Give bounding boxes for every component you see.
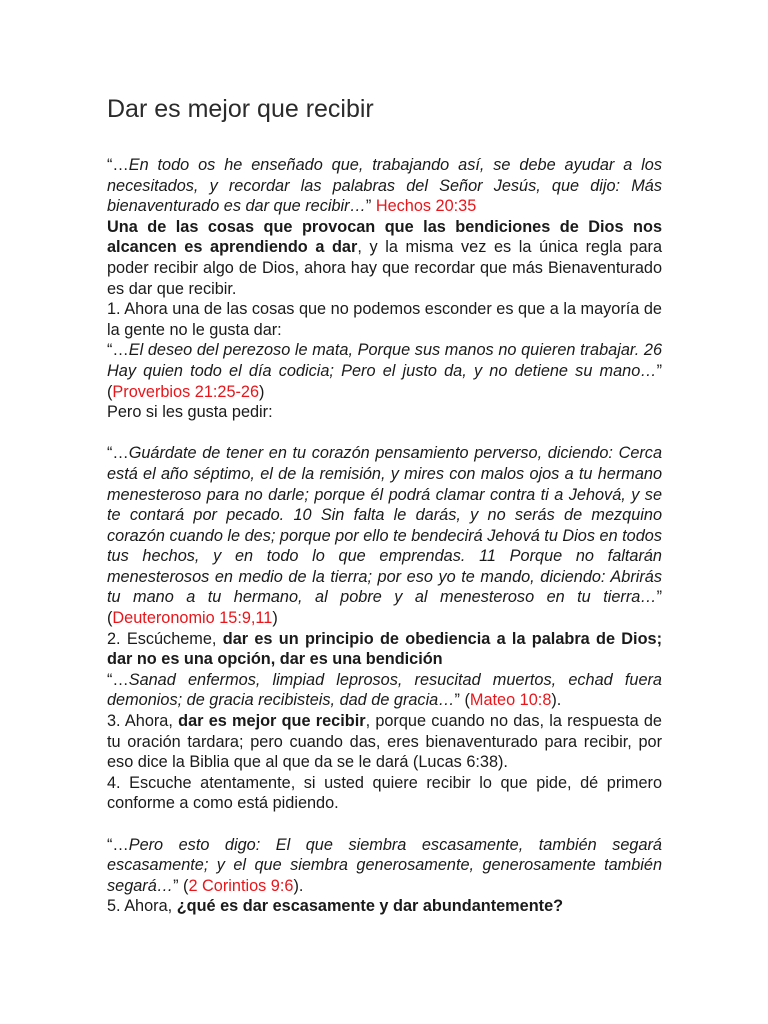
paragraph-text: 4. Escuche atentamente, si usted quiere recibir lo que pide, dé primero conforme a como está pidiendo. [107,773,662,813]
page-title: Dar es mejor que recibir [107,95,374,123]
paragraph-text: 1. Ahora una de las cosas que no podemos esconder es que a la mayoría de la gente no le gusta dar: [107,300,662,339]
quote-close: ” ( [454,691,470,710]
paragraph-text: 2. Escúcheme, [107,629,223,648]
paragraph-quote-hechos [107,155,662,217]
quote-text: Pero esto digo: El que siembra escasamente, también segará escasamente; y el que siembra generosamente, generosamente también segará… [107,835,662,895]
paragraph-quote-deuteronomio [107,443,662,628]
quote-end: ) [272,609,278,628]
paragraph-pedir [107,402,662,423]
quote-end: ). [551,691,562,710]
quote-text: Sanad enfermos, limpiad leprosos, resucitad muertos, echad fuera demonios; de gracia recibisteis, dad de gracia… [107,670,662,710]
bold-text: dar es mejor que recibir [178,712,366,731]
paragraph-text: , y la misma vez es la única regla para poder recibir algo de Dios, ahora hay que recordar que más Bienaventurado es dar que recibir. [107,238,662,298]
quote-end: ). [293,876,304,895]
document-body [107,155,662,917]
paragraph-point-4 [107,773,662,814]
verse-reference-link[interactable]: 2 Corintios 9:6 [188,876,294,895]
paragraph-point-5 [107,896,662,917]
paragraph-quote-proverbios [107,340,662,402]
paragraph-point-3 [107,711,662,773]
paragraph-quote-corintios [107,835,662,897]
quote-open: “… [107,341,129,360]
quote-open: “… [107,444,129,463]
quote-close: ” ( [173,876,189,895]
quote-open: “… [107,156,129,174]
paragraph-spacer [107,814,662,835]
paragraph-spacer [107,423,662,444]
bold-text: Una de las cosas que provocan que las bendiciones de Dios nos alcancen es aprendiendo a dar [107,217,662,257]
verse-reference-link[interactable]: Hechos 20:35 [375,197,477,216]
paragraph-text: , porque cuando no das, la respuesta de tu oración tardara; pero cuando das, eres bienaventurado para recibir, por eso dice la Biblia que al que da se le dará (Lucas 6:38). [107,712,662,772]
paragraph-quote-mateo [107,670,662,711]
bold-text: ¿qué es dar escasamente y dar abundantemente? [176,897,564,916]
bold-text: dar es un principio de obediencia a la palabra de Dios; dar no es una opción, dar es una bendición [107,629,662,669]
paragraph-intro [107,217,662,299]
quote-open: “… [107,670,129,689]
quote-end: ) [259,382,265,401]
paragraph-text: Pero si les gusta pedir: [107,403,273,422]
verse-reference-link[interactable]: Deuteronomio 15:9,11 [112,609,273,628]
quote-text: El deseo del perezoso le mata, Porque sus manos no quieren trabajar. 26 Hay quien todo el día codicia; Pero el justo da, y no detiene su mano… [107,341,662,380]
paragraph-point-2 [107,629,662,670]
quote-text: Guárdate de tener en tu corazón pensamiento perverso, diciendo: Cerca está el año séptimo, el de la remisión, y mires con malos ojos a tu hermano menesteroso para no darle; porque él podrá clamar contra ti a Jehová, y se te contará por pecado. 10 Sin falta le darás, y no serás de mezquino corazón cuando le des; porque por ello te bendecirá Jehová tu Dios en todos tus hechos, y en todo lo que emprendas. 11 Porque no faltarán menesterosos en medio de la tierra; por eso yo te mando, diciendo: Abrirás tu mano a tu hermano, al pobre y al menesteroso en tu tierra… [107,444,662,607]
paragraph-text: 5. Ahora, [107,897,177,916]
quote-open: “… [107,835,129,854]
verse-reference-link[interactable]: Proverbios 21:25-26 [112,382,260,401]
quote-close: ” [365,197,376,216]
paragraph-text: 3. Ahora, [107,712,179,731]
quote-close: ” ( [107,588,662,628]
verse-reference-link[interactable]: Mateo 10:8 [469,691,552,710]
quote-close: ” ( [107,361,662,401]
paragraph-point-1 [107,299,662,340]
quote-text: En todo os he enseñado que, trabajando así, se debe ayudar a los necesitados, y recordar las palabras del Señor Jesús, que dijo: Más bienaventurado es dar que recibir… [107,156,662,216]
